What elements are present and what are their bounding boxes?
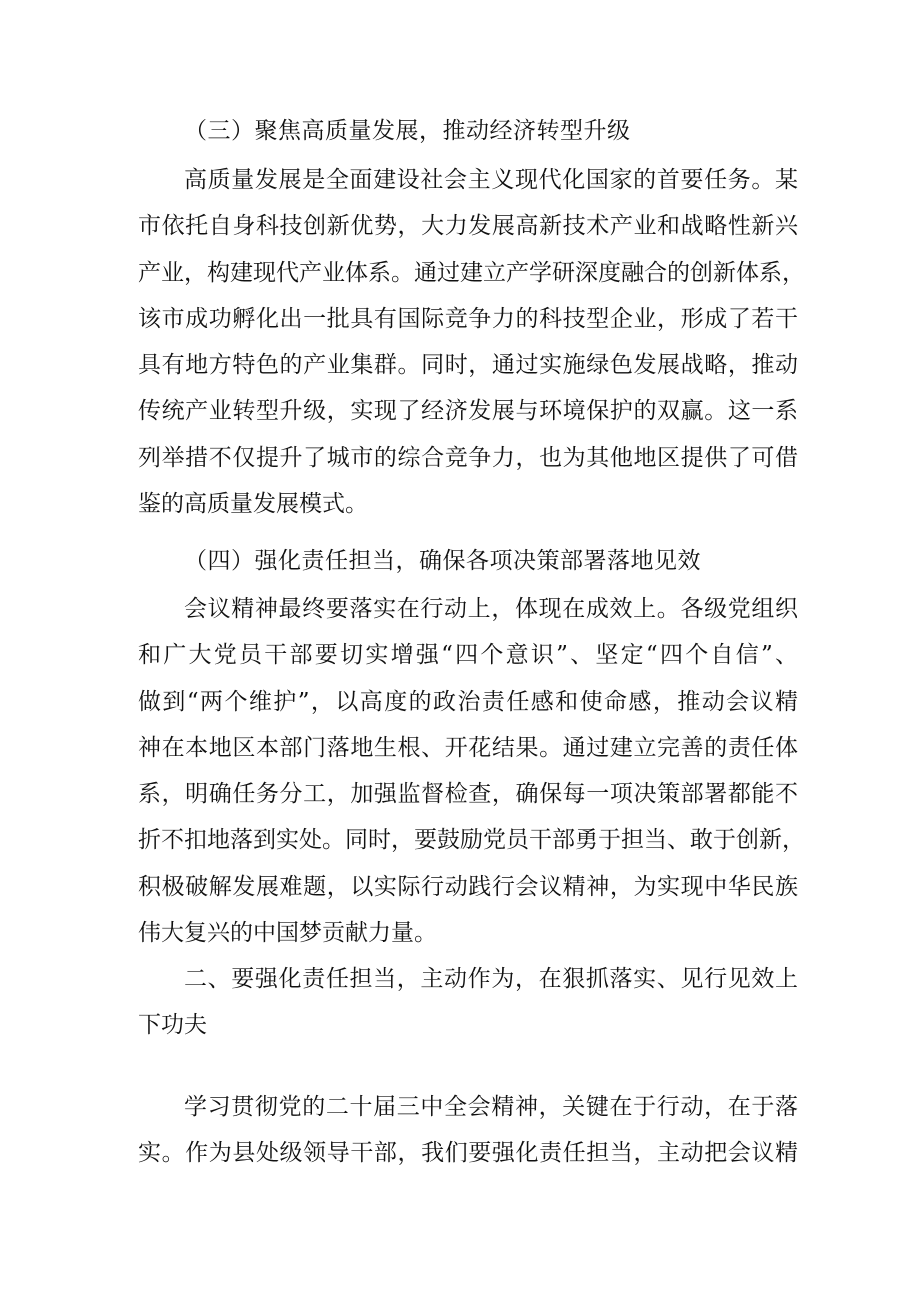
section-heading-3 [138, 108, 798, 154]
paragraph-line: 积极破解发展难题，以实际行动践行会议精神，为实现中华民族 [138, 873, 798, 900]
paragraph-line: 神在本地区本部门落地生根、开花结果。通过建立完善的责任体 [138, 734, 798, 761]
paragraph-5 [138, 1084, 798, 1177]
heading-line: 下功夫 [138, 1012, 207, 1039]
heading-line: （四）强化责任担当，确保各项决策部署落地见效 [184, 548, 701, 574]
paragraph-3 [138, 157, 805, 527]
paragraph-line: 学习贯彻党的二十届三中全会精神，关键在于行动，在于落 [184, 1094, 798, 1120]
paragraph-line: 市依托自身科技创新优势，大力发展高新技术产业和战略性新兴 [138, 213, 798, 240]
paragraph-line: 具有地方特色的产业集群。同时，通过实施绿色发展战略，推动 [138, 352, 798, 379]
paragraph-4 [138, 586, 805, 956]
paragraph-line: 该市成功孵化出一批具有国际竞争力的科技型企业，形成了若干 [138, 305, 798, 332]
heading-line: 二、要强化责任担当，主动作为，在狠抓落实、见行见效上 [184, 966, 798, 992]
paragraph-line: 伟大复兴的中国梦贡献力量。 [138, 920, 437, 947]
paragraph-line: 会议精神最终要落实在行动上，体现在成效上。各级党组织 [184, 596, 798, 622]
paragraph-line: 做到“两个维护”，以高度的政治责任感和使命感，推动会议精 [138, 688, 798, 715]
paragraph-line: 系，明确任务分工，加强监督检查，确保每一项决策部署都能不 [138, 781, 798, 808]
paragraph-line: 传统产业转型升级，实现了经济发展与环境保护的双赢。这一系 [138, 398, 798, 425]
heading-line: （三）聚焦高质量发展，推动经济转型升级 [184, 118, 631, 144]
paragraph-line: 高质量发展是全面建设社会主义现代化国家的首要任务。某 [184, 167, 798, 193]
paragraph-line: 鉴的高质量发展模式。 [138, 491, 368, 518]
paragraph-line: 产业，构建现代产业体系。通过建立产学研深度融合的创新体系， [138, 259, 805, 286]
section-heading-4 [138, 538, 798, 584]
paragraph-line: 折不扣地落到实处。同时，要鼓励党员干部勇于担当、敢于创新， [138, 827, 805, 854]
paragraph-line: 列举措不仅提升了城市的综合竞争力，也为其他地区提供了可借 [138, 444, 798, 471]
paragraph-line: 和广大党员干部要切实增强“四个意识”、坚定“四个自信”、 [138, 642, 798, 669]
part-heading-2 [138, 956, 798, 1049]
paragraph-line: 实。作为县处级领导干部，我们要强化责任担当，主动把会议精 [138, 1140, 798, 1167]
